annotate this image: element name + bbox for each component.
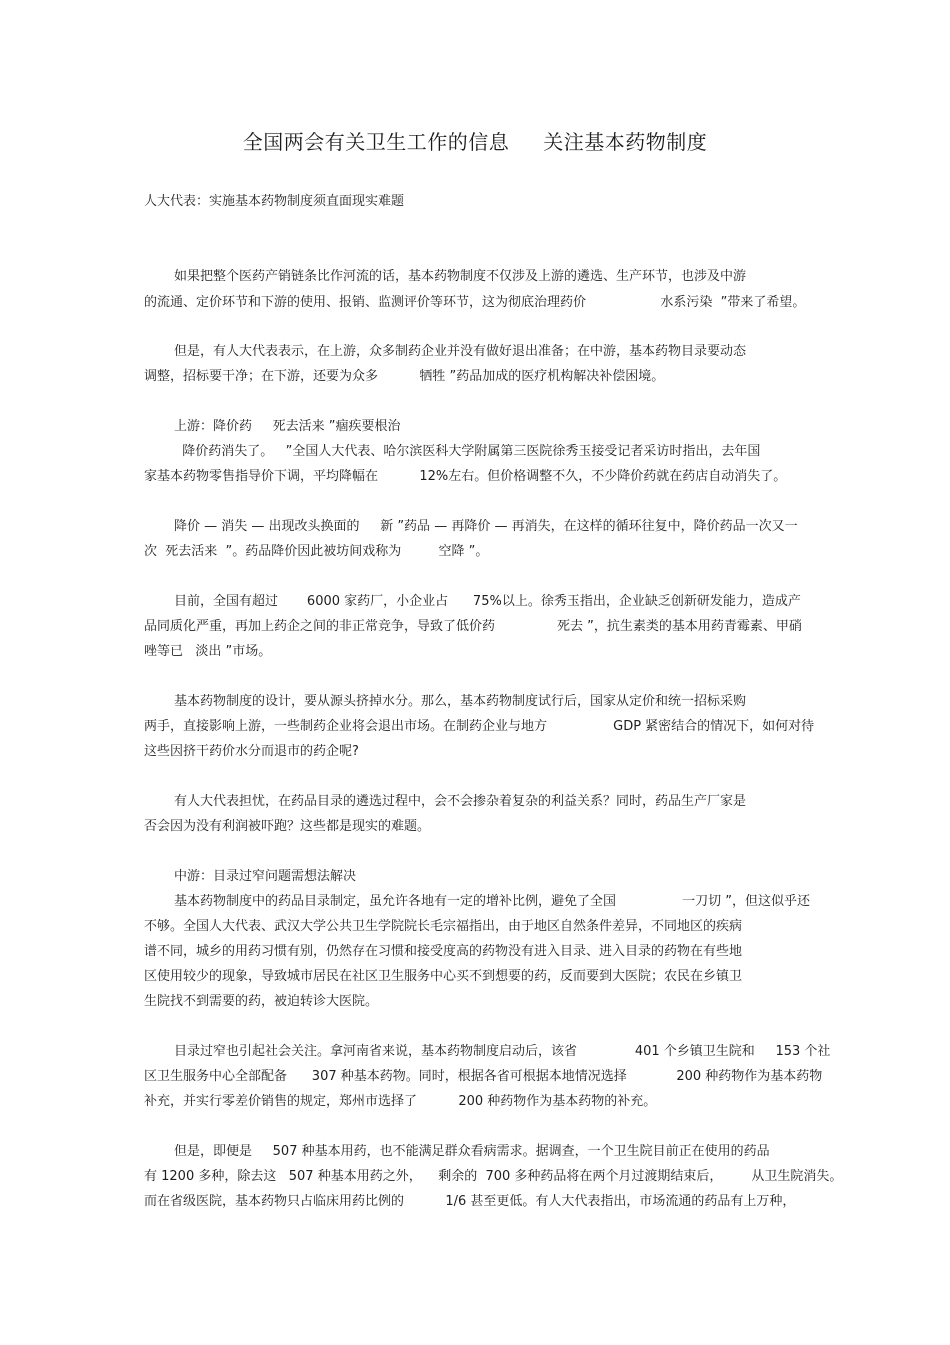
paragraph-line: 区使用较少的现象，导致城市居民在社区卫生服务中心买不到想要的药，反而要到大医院；农民在乡镇卫 xyxy=(144,969,743,984)
paragraph-line: 基本药物制度的设计，要从源头挤掉水分。那么，基本药物制度试行后，国家从定价和统一招标采购 xyxy=(174,694,747,709)
paragraph-line: 如果把整个医药产销链条比作河流的话，基本药物制度不仅涉及上游的遴选、生产环节，也涉及中游 xyxy=(174,269,747,284)
title-part-2: 关注基本药物制度 xyxy=(543,130,708,154)
paragraph-line: 品同质化严重，再加上药企之间的非正常竞争，导致了低价药 死去 ”，抗生素类的基本用药青霉素、甲硝 xyxy=(144,619,802,634)
paragraph-line: 区卫生服务中心全部配备 307 种基本药物。同时，根据各省可根据本地情况选择 200 种药物作为基本药物 xyxy=(144,1069,823,1084)
paragraph-line: 目录过窄也引起社会关注。拿河南省来说，基本药物制度启动后，该省 401 个乡镇卫生院和 153 个社 xyxy=(174,1044,831,1059)
paragraph-line: 次 死去活来 ”。药品降价因此被坊间戏称为 空降 ”。 xyxy=(144,544,489,559)
section-heading: 中游：目录过窄问题需想法解决 xyxy=(174,869,357,884)
paragraph-line: 有 1200 多种，除去这 507 种基本用药之外， 剩余的 700 多种药品将在两个月过渡期结束后， 从卫生院消失。 xyxy=(144,1169,843,1184)
paragraph-line: 两手，直接影响上游，一些制药企业将会退出市场。在制药企业与地方 GDP 紧密结合的情况下，如何对待 xyxy=(144,719,815,734)
paragraph-line: 不够。全国人大代表、武汉大学公共卫生学院院长毛宗福指出，由于地区自然条件差异，不同地区的疾病 xyxy=(144,919,743,934)
paragraph-line: 生院找不到需要的药，被迫转诊大医院。 xyxy=(144,994,379,1009)
paragraph-line: 否会因为没有利润被吓跑？这些都是现实的难题。 xyxy=(144,819,431,834)
paragraph-line: 有人大代表担忧，在药品目录的遴选过程中，会不会掺杂着复杂的利益关系？同时，药品生产厂家是 xyxy=(174,794,747,809)
title-part-1: 全国两会有关卫生工作的信息 xyxy=(242,130,510,154)
paragraph-line: 家基本药物零售指导价下调，平均降幅在 12%左右。但价格调整不久，不少降价药就在药店自动消失了。 xyxy=(144,469,787,484)
subtitle: 人大代表：实施基本药物制度须直面现实难题 xyxy=(144,194,405,209)
paragraph-line: 目前，全国有超过 6000 家药厂，小企业占 75%以上。徐秀玉指出，企业缺乏创新研发能力，造成产 xyxy=(174,594,801,609)
paragraph-line: 但是，即便是 507 种基本用药，也不能满足群众看病需求。据调查，一个卫生院目前正在使用的药品 xyxy=(174,1144,770,1159)
paragraph-line: 的流通、定价环节和下游的使用、报销、监测评价等环节，这为彻底治理药价 水系污染 ”带来了希望。 xyxy=(144,295,806,310)
paragraph-line: 谱不同，城乡的用药习惯有别，仍然存在习惯和接受度高的药物没有进入目录、进入目录的药物在有些地 xyxy=(144,944,743,959)
paragraph-line: 调整，招标要干净；在下游，还要为众多 牺牲 ”药品加成的医疗机构解决补偿困境。 xyxy=(144,369,665,384)
paragraph-line: 降价药消失了。 ”全国人大代表、哈尔滨医科大学附属第三医院徐秀玉接受记者采访时指出，去年国 xyxy=(174,444,761,459)
page-title xyxy=(0,128,950,156)
paragraph-line: 降价 — 消失 — 出现改头换面的 新 ”药品 — 再降价 — 再消失，在这样的循环往复中，降价药品一次又一 xyxy=(174,519,798,534)
paragraph-line: 这些因挤干药价水分而退市的药企呢? xyxy=(144,744,359,759)
paragraph-line: 而在省级医院，基本药物只占临床用药比例的 1/6 甚至更低。有人大代表指出，市场流通的药品有上万种， xyxy=(144,1194,796,1209)
section-heading: 上游：降价药 死去活来 ”痼疾要根治 xyxy=(174,419,401,434)
paragraph-line: 基本药物制度中的药品目录制定，虽允许各地有一定的增补比例，避免了全国 一刀切 ”，但这似乎还 xyxy=(174,894,810,909)
paragraph-line: 唑等已 淡出 ”市场。 xyxy=(144,644,272,659)
paragraph-line: 但是，有人大代表表示，在上游，众多制药企业并没有做好退出准备；在中游，基本药物目录要动态 xyxy=(174,344,747,359)
paragraph-line: 补充，并实行零差价销售的规定，郑州市选择了 200 种药物作为基本药物的补充。 xyxy=(144,1094,657,1109)
